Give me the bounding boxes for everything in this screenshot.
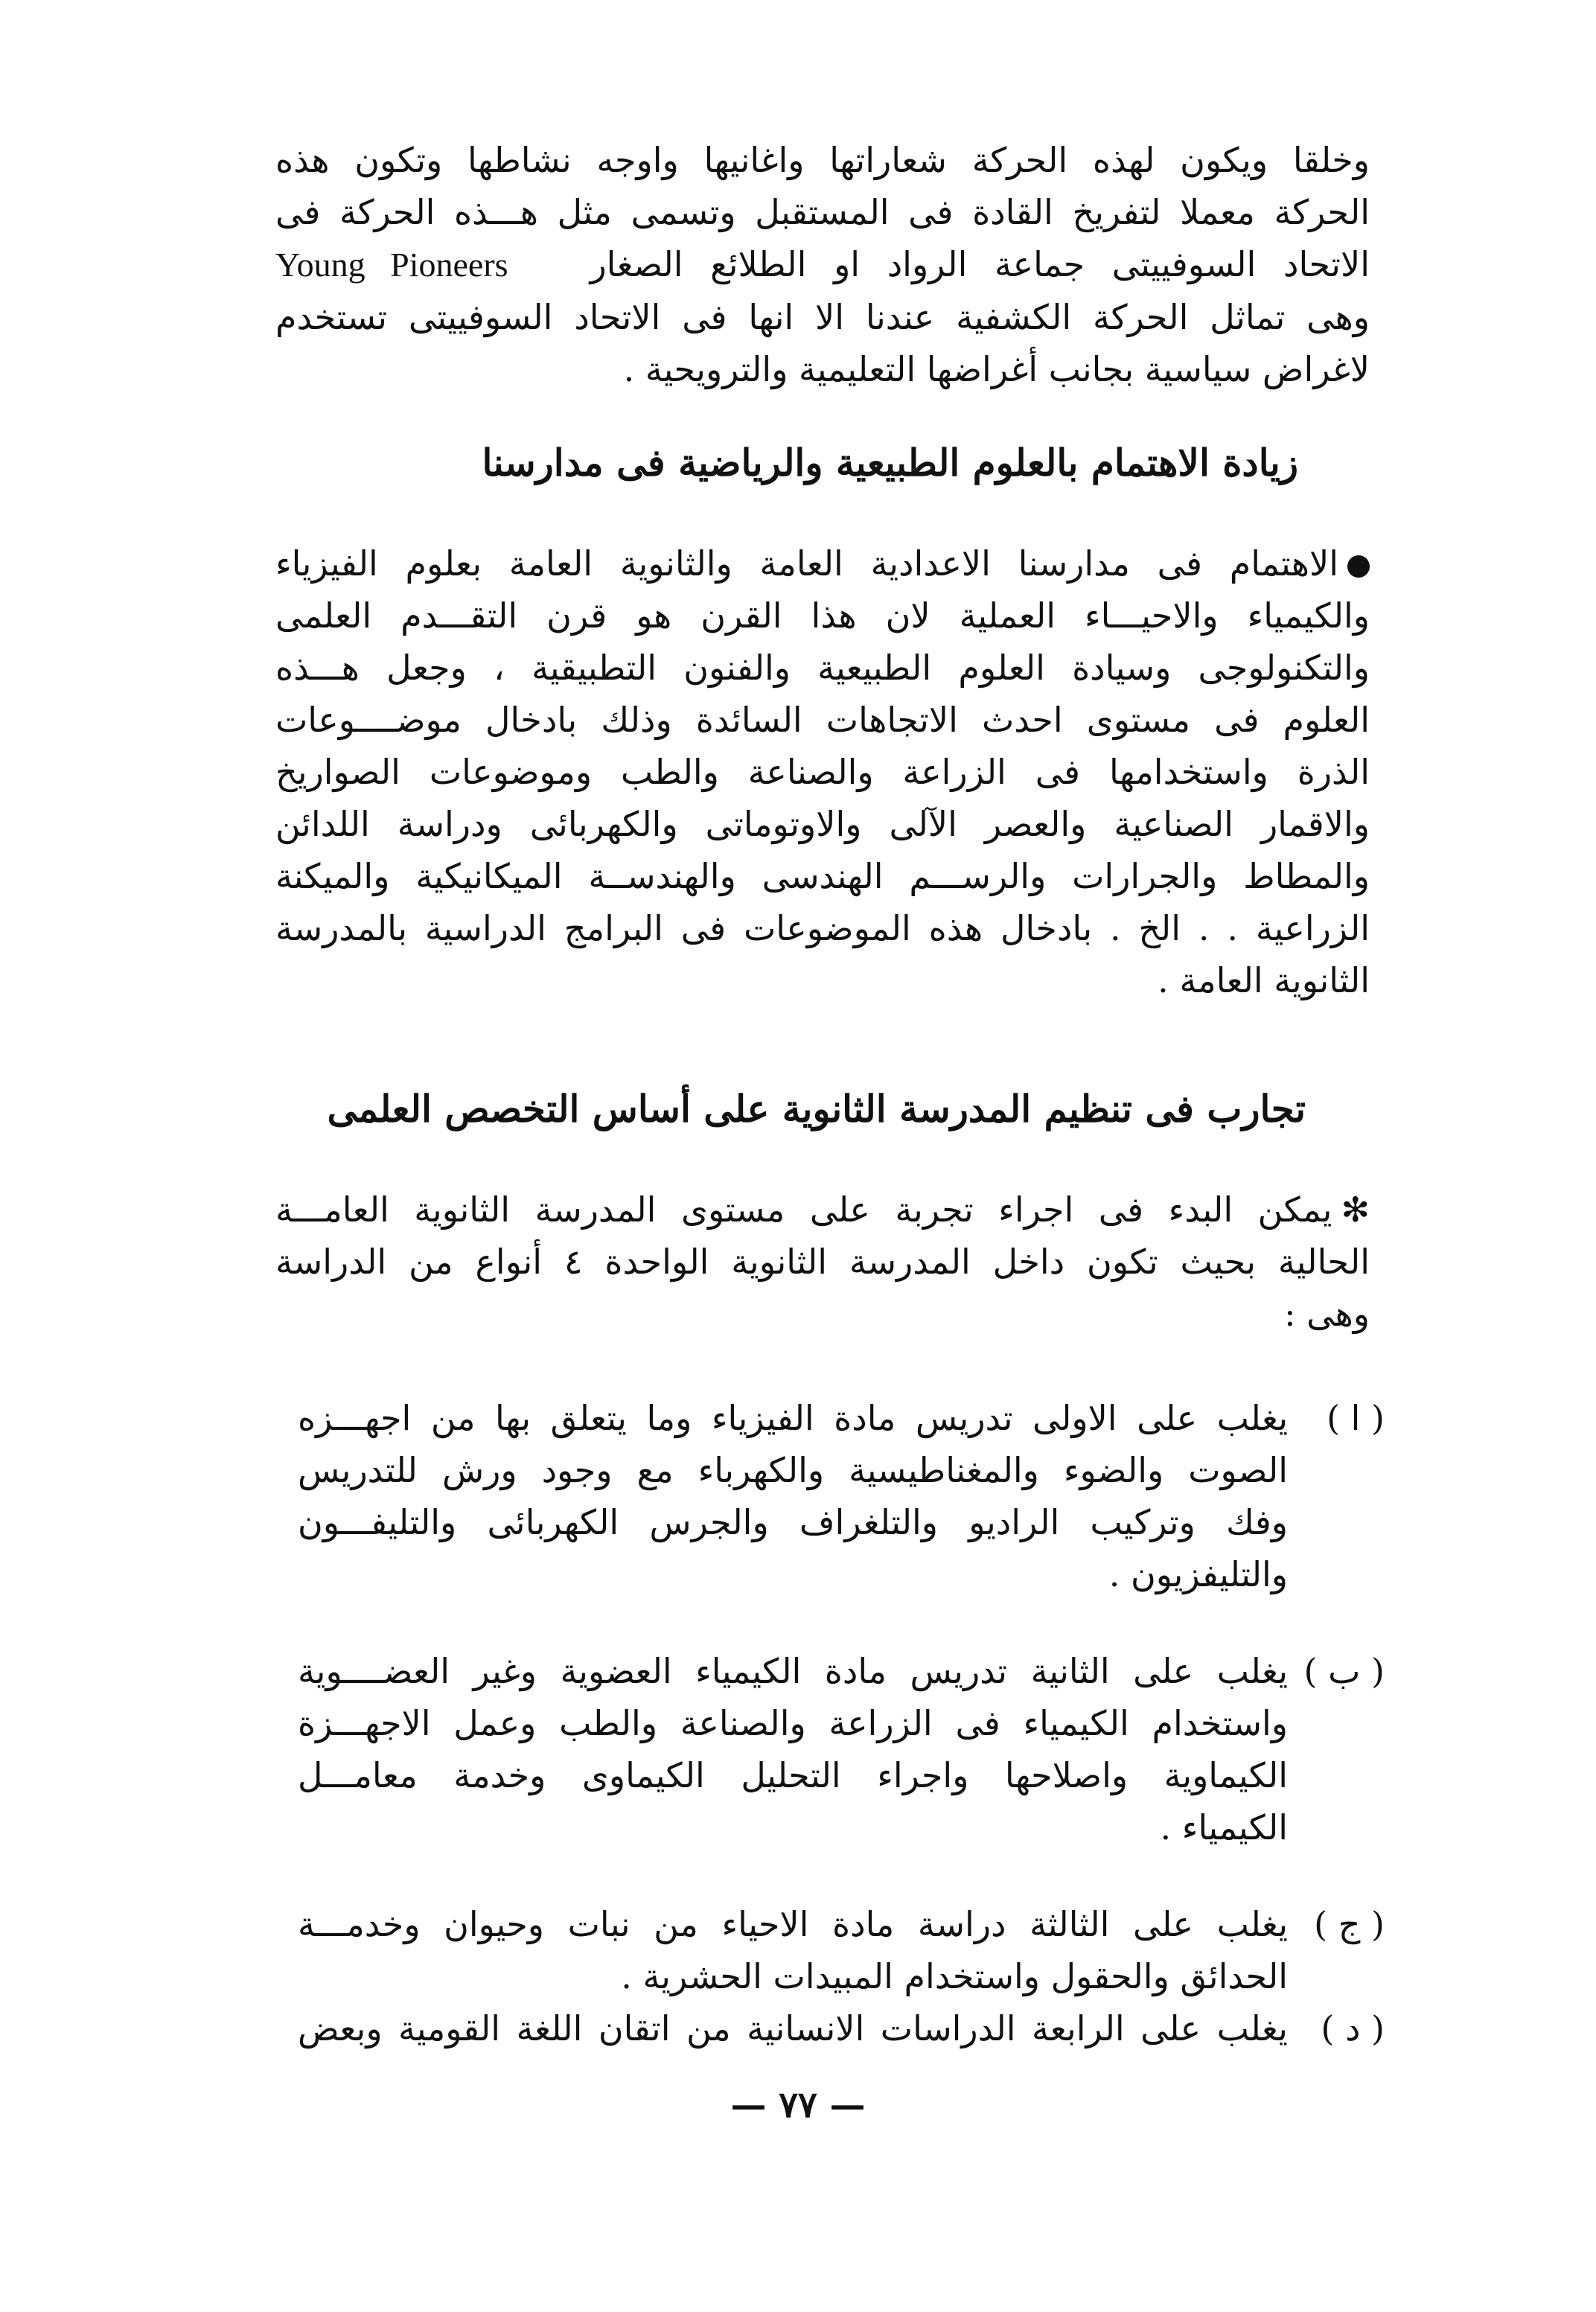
text-line: يغلب على الثالثة دراسة مادة الاحياء من نبات وحيوان وخدمـــة — [298, 1904, 1288, 1944]
text-line: لاغراض سياسية بجانب أغراضها التعليمية والترويحية . — [623, 349, 1370, 389]
text-line: الاهتمام فى مدارسنا الاعدادية العامة والثانوية العامة بعلوم الفيزياء — [275, 543, 1338, 584]
text-line: وهى : — [1284, 1294, 1370, 1334]
text-line: وخلقا ويكون لهذه الحركة شعاراتها واغانيها واوجه نشاطها وتكون هذه — [275, 140, 1370, 180]
text-line: يغلب على الثانية تدريس مادة الكيمياء العضوية وغير العضــــوية — [298, 1651, 1288, 1691]
paragraph-experiments — [275, 1184, 1370, 1340]
text-line: والاقمار الصناعية والعصر الآلى والاوتوماتى والكهربائى ودراسة اللدائن — [275, 804, 1370, 844]
text-line-bulleted — [275, 537, 1370, 590]
text-line-arabic: الاتحاد السوفييتى جماعة الرواد او الطلائع الصغار — [590, 244, 1370, 284]
list-item — [298, 1645, 1385, 1853]
list-marker: ( ب ) — [1303, 1651, 1385, 1691]
list-item — [298, 2002, 1385, 2054]
text-line: والكيمياء والاحيـــاء العملية لان هذا القرن هو قرن التقـــدم العلمى — [275, 595, 1370, 636]
text-line: يمكن البدء فى اجراء تجربة على مستوى المدرسة الثانوية العامـــة — [275, 1189, 1332, 1230]
bullet-icon — [1347, 555, 1370, 578]
text-line-with-latin — [275, 238, 1370, 291]
text-line: يغلب على الاولى تدريس مادة الفيزياء وما يتعلق بها من اجهـــزه — [298, 1398, 1288, 1438]
text-line: والمطاط والجرارات والرســـم الهندسى والهندســة الميكانيكية والميكنة — [275, 856, 1370, 896]
page-number: — ٧٧ — — [730, 2084, 866, 2126]
text-line: والتكنولوجى وسيادة العلوم الطبيعية والفنون التطبيقية ، وجعل هـــذه — [275, 648, 1370, 688]
text-line-asterisk — [275, 1184, 1370, 1236]
text-line: العلوم فى مستوى احدث الاتجاهات السائدة وذلك بادخال موضــــوعات — [275, 700, 1370, 740]
asterisk-icon: ✻ — [1341, 1189, 1370, 1230]
section-heading: زيادة الاهتمام بالعلوم الطبيعية والرياضية فى مدارسنا — [482, 441, 1298, 485]
list-marker: ( ج ) — [1314, 1904, 1385, 1944]
list-marker: ( ا ) — [1327, 1398, 1385, 1438]
list-item — [298, 1898, 1385, 2002]
text-line: وهى تماثل الحركة الكشفية عندنا الا انها فى الاتحاد السوفييتى تستخدم — [275, 297, 1370, 337]
text-line: الثانوية العامة . — [1158, 960, 1370, 1000]
text-line: الحركة معملا لتفريخ القادة فى المستقبل وتسمى مثل هـــذه الحركة فى — [275, 192, 1370, 232]
text-line: الذرة واستخدامها فى الزراعة والصناعة والطب وموضوعات الصواريخ — [275, 752, 1370, 792]
section-heading: تجارب فى تنظيم المدرسة الثانوية على أساس التخصص العلمى — [327, 1087, 1306, 1131]
text-line: والتليفزيون . — [1108, 1554, 1288, 1594]
text-line: الكيماوية واصلاحها واجراء التحليل الكيماوى وخدمة معامـــل — [298, 1755, 1288, 1795]
text-line: الكيمياء . — [1160, 1807, 1288, 1848]
text-line: يغلب على الرابعة الدراسات الانسانية من اتقان اللغة القومية وبعض — [298, 2008, 1288, 2048]
text-line: وفك وتركيب الراديو والتلغراف والجرس الكهربائى والتليفـــون — [298, 1502, 1288, 1542]
text-line: الحالية بحيث تكون داخل المدرسة الثانوية الواحدة ٤ أنواع من الدراسة — [275, 1242, 1370, 1282]
list-item — [298, 1392, 1385, 1600]
paragraph-natural-sciences — [275, 537, 1370, 1006]
text-line: الحدائق والحقول واستخدام المبيدات الحشرية . — [621, 1956, 1288, 1996]
text-line: الزراعية . . الخ . بادخال هذه الموضوعات فى البرامج الدراسية بالمدرسة — [275, 908, 1370, 948]
list-marker: ( د ) — [1321, 2008, 1385, 2048]
latin-term: Young Pioneers — [275, 246, 508, 284]
top-paragraph — [275, 134, 1370, 395]
text-line: الصوت والضوء والمغناطيسية والكهرباء مع وجود ورش للتدريس — [298, 1450, 1288, 1490]
text-line: واستخدام الكيمياء فى الزراعة والصناعة والطب وعمل الاجهـــزة — [298, 1703, 1288, 1743]
